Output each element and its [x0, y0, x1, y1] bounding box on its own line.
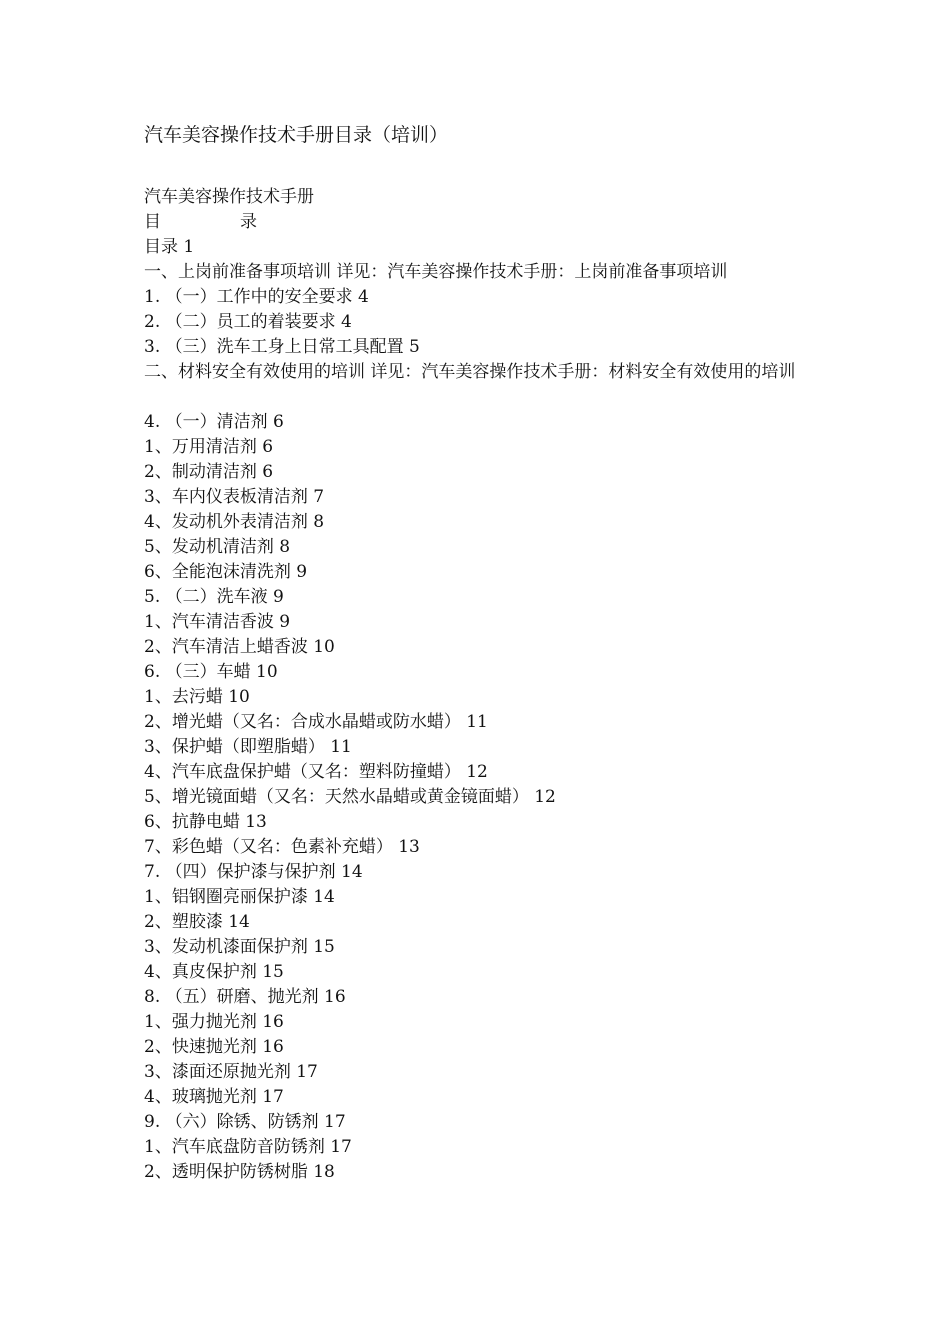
toc-entry: 3、发动机漆面保护剂 15: [144, 937, 335, 957]
toc-entry: 1、铝钢圈亮丽保护漆 14: [144, 887, 335, 907]
table-of-contents: [144, 185, 814, 1185]
toc-entry: 3、车内仪表板清洁剂 7: [144, 487, 325, 507]
toc-entry: 2、制动清洁剂 6: [144, 462, 274, 482]
toc-entry: 2、快速抛光剂 16: [144, 1037, 284, 1057]
toc-entry: 4、汽车底盘保护蜡（又名：塑料防撞蜡） 12: [144, 762, 488, 782]
toc-entry: 1、汽车底盘防音防锈剂 17: [144, 1137, 352, 1157]
toc-entry: 4、玻璃抛光剂 17: [144, 1087, 284, 1107]
toc-entry: 2、塑胶漆 14: [144, 912, 250, 932]
toc-entry: 9. （六）除锈、防锈剂 17: [144, 1112, 346, 1132]
toc-entry: 4、真皮保护剂 15: [144, 962, 284, 982]
toc-entry: 2、汽车清洁上蜡香波 10: [144, 637, 335, 657]
manual-subtitle: 汽车美容操作技术手册: [144, 187, 314, 207]
document-title: 汽车美容操作技术手册目录（培训）: [144, 124, 449, 146]
toc-entry: 2、增光蜡（又名：合成水晶蜡或防水蜡） 11: [144, 712, 488, 732]
toc-entry: 1、强力抛光剂 16: [144, 1012, 284, 1032]
contents-heading-left: 目: [144, 212, 161, 232]
toc-entry: 2. （二）员工的着装要求 4: [144, 312, 352, 332]
toc-entry: 6、全能泡沫清洗剂 9: [144, 562, 308, 582]
toc-entry: 一、上岗前准备事项培训 详见：汽车美容操作技术手册：上岗前准备事项培训: [144, 262, 728, 282]
toc-entry: 3、漆面还原抛光剂 17: [144, 1062, 318, 1082]
toc-entry: 1、汽车清洁香波 9: [144, 612, 291, 632]
toc-entry: 3、保护蜡（即塑脂蜡） 11: [144, 737, 352, 757]
contents-heading: [144, 210, 814, 235]
toc-entry: 6. （三）车蜡 10: [144, 662, 278, 682]
toc-entry: 4、发动机外表清洁剂 8: [144, 512, 325, 532]
toc-entry: 2、透明保护防锈树脂 18: [144, 1162, 335, 1182]
toc-entry: 7. （四）保护漆与保护剂 14: [144, 862, 363, 882]
toc-entry: 5、发动机清洁剂 8: [144, 537, 291, 557]
toc-entry: 4. （一）清洁剂 6: [144, 412, 284, 432]
toc-entry: 3. （三）洗车工身上日常工具配置 5: [144, 337, 420, 357]
toc-entry: 1、去污蜡 10: [144, 687, 250, 707]
toc-entry: 1、万用清洁剂 6: [144, 437, 274, 457]
toc-entry: 7、彩色蜡（又名：色素补充蜡） 13: [144, 837, 420, 857]
toc-entry: 8. （五）研磨、抛光剂 16: [144, 987, 346, 1007]
toc-entry: 1. （一）工作中的安全要求 4: [144, 287, 369, 307]
toc-entry: 5、增光镜面蜡（又名：天然水晶蜡或黄金镜面蜡） 12: [144, 787, 556, 807]
toc-entry: 5. （二）洗车液 9: [144, 587, 284, 607]
contents-heading-right: 录: [240, 212, 257, 232]
blank-line: [144, 385, 814, 410]
toc-entry: 目录 1: [144, 237, 195, 257]
toc-entry: 二、材料安全有效使用的培训 详见：汽车美容操作技术手册：材料安全有效使用的培训: [144, 362, 796, 382]
toc-entry: 6、抗静电蜡 13: [144, 812, 267, 832]
